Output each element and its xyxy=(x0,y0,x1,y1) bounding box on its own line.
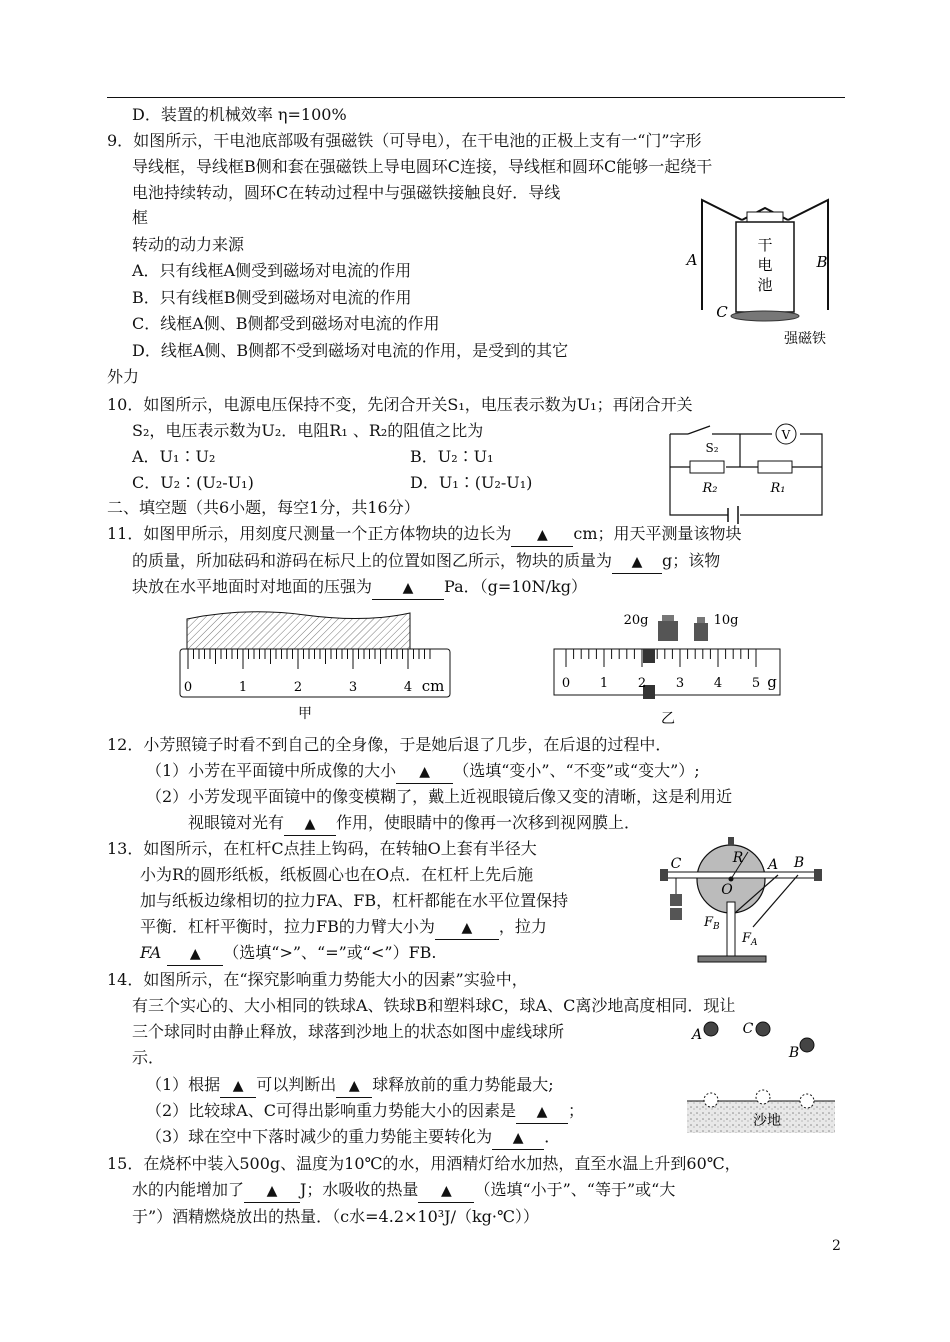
block xyxy=(187,612,410,649)
lever-end-left xyxy=(660,869,668,881)
q14-part-2: （2）比较球A、C可得出影响重力势能大小的因素是 ▲ ； xyxy=(146,1100,584,1124)
q11-line-2: 的质量，所加砝码和游码在标尺上的位置如图乙所示，物块的质量为 ▲ g；该物 xyxy=(132,550,720,574)
q12-part-1: （1）小芳在平面镜中所成像的大小 ▲ （选填“变小”、“不变”或“变大”）; xyxy=(146,760,700,784)
scale-tick-3: 3 xyxy=(675,676,685,691)
q12-line-1: 12．小芳照镜子时看不到自己的全身像，于是她后退了几步，在后退的过程中． xyxy=(107,735,672,754)
q12-part-2-cont: 视眼镜对光有 ▲ 作用，使眼睛中的像再一次移到视网膜上． xyxy=(188,812,640,836)
answer-blank-q13-2: ▲ xyxy=(189,946,201,962)
pivot-o xyxy=(729,877,734,882)
ruler-tick-0: 0 xyxy=(183,680,193,695)
lever-bar xyxy=(666,872,816,878)
answer-blank-q11-2: ▲ xyxy=(631,554,643,570)
switch-s2-label: S₂ xyxy=(705,441,719,455)
section-2-title: 二、填空题（共6小题，每空1分，共16分） xyxy=(107,498,420,517)
label-c: C xyxy=(742,1021,754,1037)
q15-line-2: 水的内能增加了 ▲ J；水吸收的热量 ▲ （选填“小于”、“等于”或“大 xyxy=(132,1179,675,1203)
q9-option-a: A．只有线框A侧受到磁场对电流的作用 xyxy=(132,261,412,280)
ball-b-landed xyxy=(800,1094,814,1108)
caption-jia: 甲 xyxy=(298,706,312,722)
battery-char-1: 干 xyxy=(757,236,773,254)
label-o: O xyxy=(721,882,733,898)
q9-option-c: C．线框A侧、B侧都受到磁场对电流的作用 xyxy=(132,314,440,333)
q11-line-3: 块放在水平地面时对地面的压强为 ▲ Pa．（g=10N/kg） xyxy=(132,576,587,600)
answer-blank-q14-3: ▲ xyxy=(536,1104,548,1120)
page-number: 2 xyxy=(832,1238,841,1254)
q9-line-1: 9．如图所示，干电池底部吸有强磁铁（可导电），在干电池的正极上支有一“门”字形 xyxy=(107,131,702,150)
magnet-label: 强磁铁 xyxy=(784,331,826,347)
q10-option-d: D．U₁∶(U₂-U₁) xyxy=(410,473,533,492)
label-a: A xyxy=(767,857,779,873)
q9-battery-figure xyxy=(680,190,850,355)
lever-end-right xyxy=(814,869,822,881)
voltmeter-label: V xyxy=(781,428,791,442)
q10-circuit-figure xyxy=(660,420,840,525)
q13-line-3: 加与纸板边缘相切的拉力FA、FB，杠杆都能在水平位置保持 xyxy=(140,891,569,910)
battery-char-2: 电 xyxy=(757,256,773,274)
label-c: C xyxy=(670,856,682,872)
circuit-wires xyxy=(670,434,822,515)
q12-part-2: （2）小芳发现平面镜中的像变模糊了，戴上近视眼镜后像又变的清晰，这是利用近 xyxy=(146,787,733,806)
q11-balance-figure xyxy=(548,605,788,725)
q9-option-b: B．只有线框B侧受到磁场对电流的作用 xyxy=(132,288,412,307)
weight-20g-knob xyxy=(662,615,674,621)
q10-line-1: 10．如图所示，电源电压保持不变，先闭合开关S₁，电压表示数为U₁；再闭合开关 xyxy=(107,395,693,414)
ball-c-landed xyxy=(756,1090,770,1104)
ruler-tick-2: 2 xyxy=(293,680,303,695)
answer-blank-q15-2: ▲ xyxy=(441,1183,452,1199)
q13-line-1: 13．如图所示，在杠杆C点挂上钩码，在转轴O上套有半径大 xyxy=(107,839,537,858)
answer-blank-q14-1: ▲ xyxy=(232,1078,244,1094)
battery-char-3: 池 xyxy=(757,276,773,294)
label-b: B xyxy=(816,253,828,271)
label-fa: $F_A$ xyxy=(742,931,758,948)
q10-option-c: C．U₂∶(U₂-U₁) xyxy=(132,473,254,492)
switch-s1 xyxy=(688,426,710,434)
answer-blank-q11-1: ▲ xyxy=(536,527,548,543)
caption-yi: 乙 xyxy=(661,711,675,725)
weight-20g xyxy=(658,621,678,641)
q10-option-b: B．U₂∶U₁ xyxy=(410,447,494,466)
r2-label: R₂ xyxy=(702,481,718,496)
answer-blank-q14-4: ▲ xyxy=(512,1130,524,1146)
q14-line-4: 示． xyxy=(132,1048,165,1067)
magnet xyxy=(731,311,799,321)
q14-part-1: （1）根据 ▲ 可以判断出 ▲ 球释放前的重力势能最大; xyxy=(146,1074,554,1098)
answer-blank-q12-1: ▲ xyxy=(419,764,431,780)
label-b: B xyxy=(793,855,805,871)
q10-option-a: A．U₁∶U₂ xyxy=(132,447,216,466)
ruler-tick-4: 4 xyxy=(403,680,413,695)
weight-10g xyxy=(694,623,708,641)
answer-blank-q13-1: ▲ xyxy=(461,920,473,936)
hook-weight-2 xyxy=(670,908,682,920)
ball-c xyxy=(756,1022,770,1036)
scale-body xyxy=(554,649,780,695)
q13-line-2: 小为R的圆形纸板，纸板圆心也在O点．在杠杆上先后施 xyxy=(140,865,534,884)
q13-line-5: FA ▲ （选填“>”、“=”或“<”）FB. xyxy=(140,942,437,966)
scale-tick-5: 5 xyxy=(751,676,761,691)
q14-line-3: 三个球同时由静止释放，球落到沙地上的状态如图中虚线球所 xyxy=(132,1022,565,1041)
label-r: R xyxy=(732,850,744,866)
label-fb: $F_B$ xyxy=(704,915,720,932)
scale-unit: g xyxy=(767,673,777,691)
label-a: A xyxy=(691,1027,703,1043)
q13-line-4: 平衡．杠杆平衡时，拉力FB的力臂大小为 ▲ ，拉力 xyxy=(140,916,547,940)
stand-post xyxy=(727,902,735,957)
q9-option-d-cont: 外力 xyxy=(107,367,140,386)
ball-a-landed xyxy=(704,1093,718,1107)
answer-blank-q14-2: ▲ xyxy=(348,1078,360,1094)
scale-tick-1: 1 xyxy=(599,676,609,691)
sand-label: 沙地 xyxy=(753,1113,781,1129)
ruler-tick-3: 3 xyxy=(348,680,358,695)
q9-line-3: 电池持续转动，圆环C在转动过程中与强磁铁接触良好．导线 xyxy=(132,183,561,202)
weight-10g-knob xyxy=(697,617,705,623)
scale-tick-2: 2 xyxy=(637,676,647,691)
q14-line-1: 14．如图所示，在“探究影响重力势能大小的因素”实验中， xyxy=(107,970,528,989)
label-b: B xyxy=(788,1045,800,1061)
q14-balls-figure xyxy=(683,1015,843,1135)
q11-line-1: 11．如图甲所示，用刻度尺测量一个正方体物块的边长为 ▲ cm；用天平测量该物块 xyxy=(107,523,742,547)
q13-lever-figure xyxy=(658,832,828,972)
q11-ruler-figure xyxy=(175,605,460,725)
q14-part-3: （3）球在空中下落时减少的重力势能主要转化为 ▲ ． xyxy=(146,1126,560,1150)
scale-tick-4: 4 xyxy=(713,676,723,691)
scale-tick-0: 0 xyxy=(561,676,571,691)
stand-base xyxy=(698,956,766,962)
hook-weight-1 xyxy=(670,894,682,906)
ball-b xyxy=(800,1038,814,1052)
q9-option-d: D．线框A侧、B侧都不受到磁场对电流的作用，是受到的其它 xyxy=(132,341,569,360)
resistor-r1 xyxy=(758,461,792,473)
resistor-r2 xyxy=(690,461,724,473)
rider-top xyxy=(643,649,655,663)
header-rule xyxy=(107,97,845,98)
battery-cap xyxy=(747,212,783,222)
disk-knob xyxy=(728,837,734,845)
q9-line-4: 转动的动力来源 xyxy=(132,235,245,254)
weight-20g-label: 20g xyxy=(623,613,649,628)
ruler-tick-1: 1 xyxy=(238,680,248,695)
ball-a xyxy=(704,1022,718,1036)
q8-option-d: D．装置的机械效率 η=100% xyxy=(132,105,347,124)
weight-10g-label: 10g xyxy=(713,613,739,628)
label-a: A xyxy=(686,251,698,269)
ruler-unit: cm xyxy=(421,677,445,695)
q15-line-3: 于”）酒精燃烧放出的热量．（c水=4.2×10³J/（kg·℃）） xyxy=(132,1207,539,1226)
answer-blank-q12-2: ▲ xyxy=(304,816,316,832)
q14-line-2: 有三个实心的、大小相同的铁球A、铁球B和塑料球C，球A、C离沙地高度相同．现让 xyxy=(132,996,736,1015)
q10-line-2: S₂，电压表示数为U₂．电阻R₁ 、R₂的阻值之比为 xyxy=(132,421,484,440)
q9-line-2: 导线框，导线框B侧和套在强磁铁上导电圆环C连接，导线框和圆环C能够一起绕干 xyxy=(132,157,713,176)
answer-blank-q15-1: ▲ xyxy=(266,1183,278,1199)
q15-line-1: 15．在烧杯中装入500g、温度为10℃的水，用酒精灯给水加热，直至水温上升到60℃， xyxy=(107,1154,741,1173)
label-c: C xyxy=(716,303,728,321)
answer-blank-q11-3: ▲ xyxy=(402,580,414,596)
r1-label: R₁ xyxy=(770,481,786,496)
q9-line-3b: 框 xyxy=(132,208,149,227)
